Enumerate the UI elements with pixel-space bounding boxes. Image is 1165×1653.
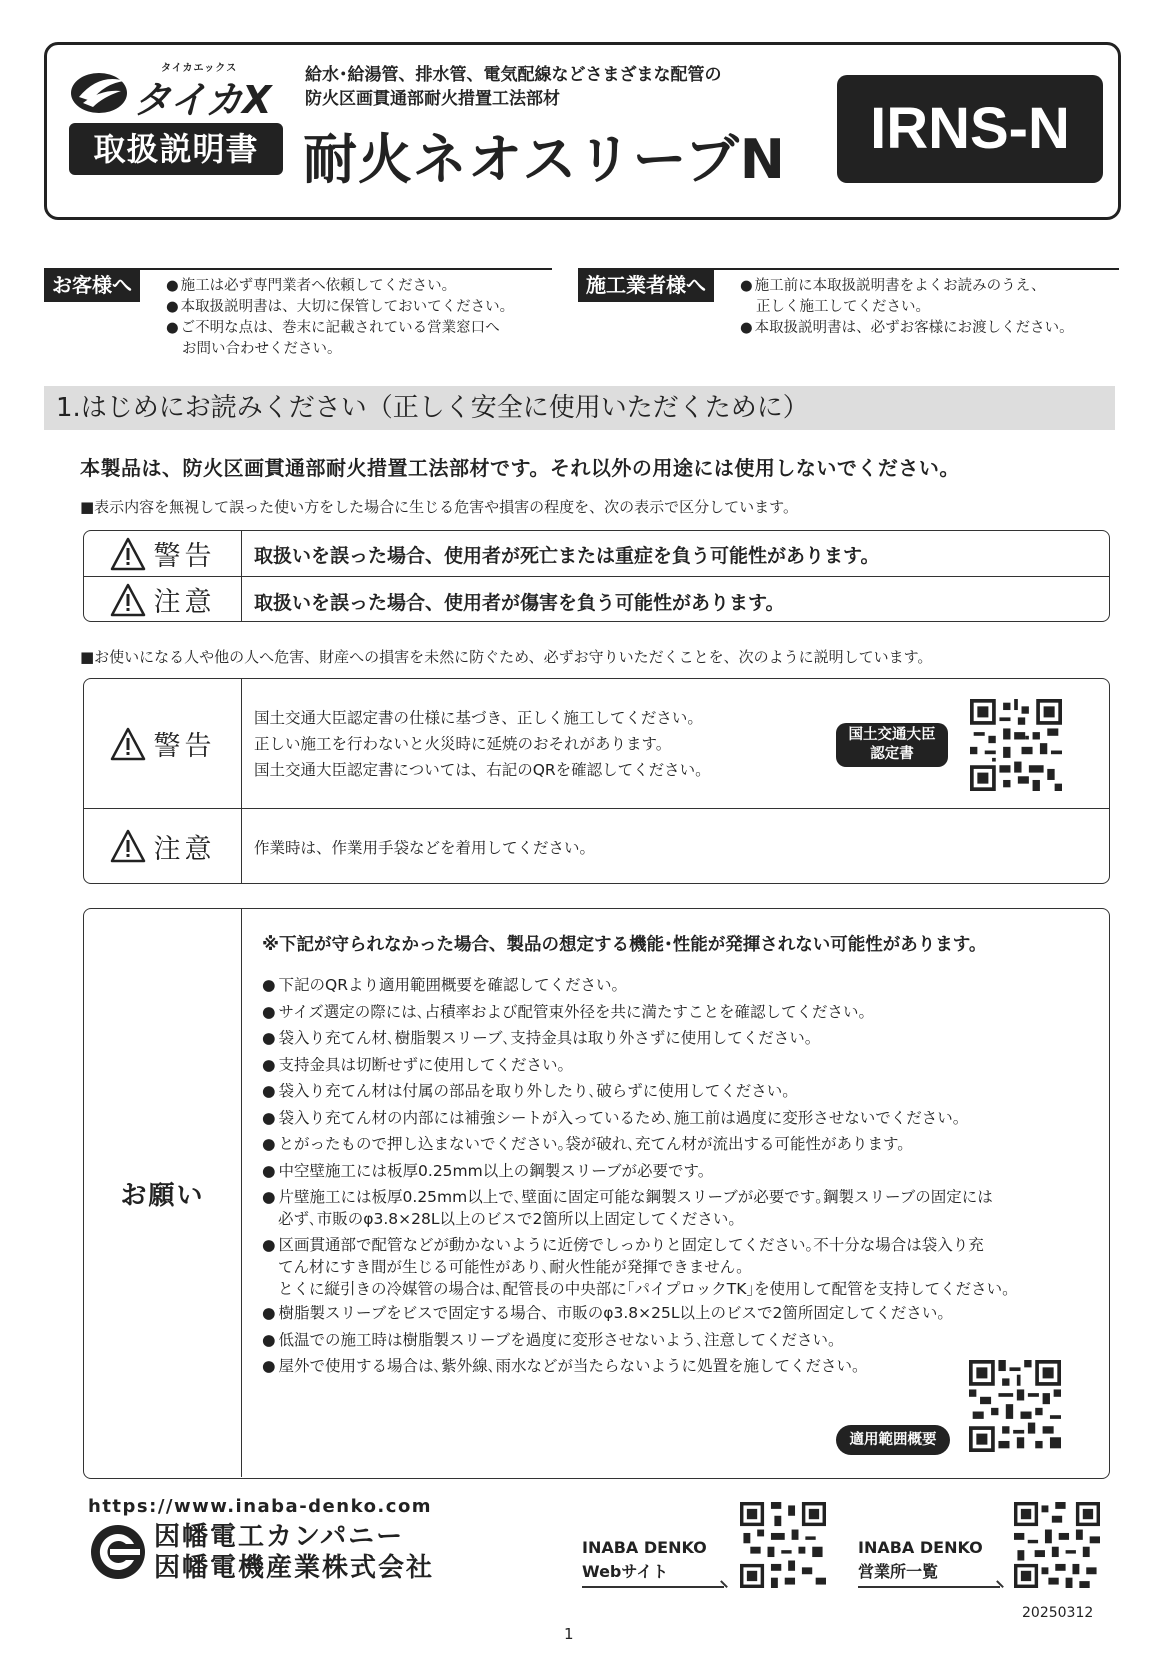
header-box [44, 42, 1121, 220]
list-item: ● 低温での施工時は樹脂製スリーブを過度に変形させないよう､注意してください。 [262, 1327, 1018, 1354]
warning-label-cell [84, 679, 242, 808]
web-site-line: Webサイト [582, 1562, 669, 1581]
severity-row-caution [84, 576, 1109, 622]
website-qr-code[interactable] [740, 1502, 826, 1588]
badge-line: 認定書 [870, 746, 914, 762]
requests-label: お願い [120, 1180, 205, 1211]
list-item: ● 下記のQRより適用範囲概要を確認してください。 [262, 972, 1018, 999]
list-item-continuation: 必ず､市販のφ3.8×28L以上のビスで2箇所以上固定してください。 [278, 1210, 744, 1228]
instruction-note: ■お使いになる人や他の人へ危害、財産への損害を未然に防ぐため、必ずお守りいただくことを、次のように説明しています。 [80, 648, 933, 666]
severity-row-warning [84, 531, 1109, 576]
list-item: ● 施工前に本取扱説明書をよくお読みのうえ、 [740, 276, 1074, 297]
severity-note: ■表示内容を無視して誤った使い方をした場合に生じる危害や損害の程度を、次の表示で区分しています。 [80, 498, 798, 516]
caution-label: 注意 [153, 833, 216, 865]
list-item: ● ご不明な点は、巻末に記載されている営業窓口へ [166, 318, 514, 339]
list-item: ● 袋入り充てん材は付属の部品を取り外したり､破らずに使用してください。 [262, 1078, 1018, 1105]
office-list-line: INABA DENKO [858, 1538, 983, 1557]
divider [858, 1586, 1000, 1588]
website-url[interactable]: https://www.inaba-denko.com [88, 1496, 433, 1517]
list-item: ● とがったもので押し込まないでください｡袋が破れ､充てん材が流出する可能性があります。 [262, 1131, 1018, 1158]
continuation-text: お問い合わせください。 [182, 341, 342, 357]
company-mark-icon [88, 1522, 148, 1582]
instruction-line: 国土交通大臣認定書の仕様に基づき、正しく施工してください。 [254, 709, 703, 727]
web-site-link[interactable] [582, 1536, 707, 1584]
installer-notice-tag: 施工業者様へ [578, 268, 714, 302]
divider [44, 268, 552, 270]
brand-name: タイカX [133, 78, 271, 122]
office-list-qr-code[interactable] [1014, 1502, 1100, 1588]
instruction-row-caution [84, 808, 1109, 883]
company-names [154, 1522, 434, 1584]
caution-description: 取扱いを誤った場合、使用者が傷害を負う可能性があります。 [254, 592, 785, 614]
instruction-table [83, 678, 1110, 884]
list-item-continuation [166, 339, 514, 360]
scope-qr-badge: 適用範囲概要 [836, 1425, 950, 1455]
model-number: IRNS-N [837, 75, 1103, 183]
document-type-badge: 取扱説明書 [69, 123, 283, 175]
section-heading: 1.はじめにお読みください（正しく安全に使用いただくために） [44, 386, 1115, 430]
list-item-continuation: てん材にすき間が生じる可能性があり､耐火性能が発揮できません。 [278, 1258, 752, 1276]
caution-instruction: 作業時は、作業用手袋などを着用してください。 [254, 839, 596, 857]
warning-triangle-icon [110, 537, 146, 571]
subtitle-line: 防火区画貫通部耐火措置工法部材 [305, 89, 560, 109]
instruction-line: 正しい施工を行わないと火災時に延焼のおそれがあります。 [254, 735, 672, 753]
office-list-link[interactable] [858, 1536, 983, 1584]
warning-label: 警告 [153, 541, 216, 572]
list-item [262, 1230, 1018, 1300]
lead-statement: 本製品は、防火区画貫通部耐火措置工法部材です。それ以外の用途には使用しないでください。 [80, 456, 960, 480]
divider [578, 268, 1119, 270]
continuation-text: 正しく施工してください。 [756, 299, 930, 315]
badge-line: 国土交通大臣 [848, 727, 936, 743]
caution-triangle-icon [110, 583, 146, 617]
brand-ruby: タイカエックス [161, 63, 238, 74]
list-item-text: 区画貫通部で配管などが動かないように近傍でしっかりと固定してください｡不十分な場合は袋入り充 [278, 1236, 984, 1254]
warning-triangle-icon [110, 727, 146, 761]
product-subtitle [305, 63, 722, 111]
list-item: ● 中空壁施工には板厚0.25mm以上の鋼製スリーブが必要です。 [262, 1158, 1018, 1185]
caution-label: 注意 [153, 587, 216, 618]
installer-notice-list [740, 276, 1074, 339]
certification-qr-badge [836, 723, 948, 767]
web-site-line: INABA DENKO [582, 1538, 707, 1557]
severity-table [83, 530, 1110, 622]
list-item: ● 本取扱説明書は、必ずお客様にお渡しください。 [740, 318, 1074, 339]
warning-description: 取扱いを誤った場合、使用者が死亡または重症を負う可能性があります。 [254, 545, 880, 567]
scope-qr-code[interactable] [969, 1360, 1061, 1452]
warning-instructions [254, 705, 711, 783]
customer-notice-list [166, 276, 514, 360]
list-item: ● 袋入り充てん材の内部には補強シートが入っているため､施工前は過度に変形させないでください。 [262, 1105, 1018, 1132]
list-item-continuation [740, 297, 1074, 318]
list-item [262, 1184, 1018, 1230]
list-item-text: 片壁施工には板厚0.25mm以上で､壁面に固定可能な鋼製スリーブが必要です｡鋼製スリーブの固定には [278, 1188, 993, 1206]
instruction-line: 国土交通大臣認定書については、右記のQRを確認してください。 [254, 761, 711, 779]
brand-mark-icon [69, 67, 133, 115]
caution-triangle-icon [110, 829, 146, 863]
company-division: 因幡電工カンパニー [154, 1522, 405, 1552]
caution-label-cell [84, 577, 242, 622]
list-item: ● サイズ選定の際には､占積率および配管束外径を共に満たすことを確認してください。 [262, 999, 1018, 1026]
company-logo [88, 1522, 458, 1584]
office-list-line: 営業所一覧 [858, 1562, 939, 1581]
requests-heading: ※下記が守られなかった場合、製品の想定する機能･性能が発揮されない可能性があります。 [262, 935, 987, 955]
list-item: ● 支持金具は切断せずに使用してください。 [262, 1052, 1018, 1079]
list-item: ● 施工は必ず専門業者へ依頼してください。 [166, 276, 514, 297]
brand-logo [69, 59, 279, 121]
instruction-row-warning [84, 679, 1109, 808]
list-item-continuation: とくに縦引きの冷媒管の場合は､配管長の中央部に｢パイプロックTK｣を使用して配管を支持してください。 [278, 1280, 1018, 1298]
certification-qr-code[interactable] [970, 699, 1062, 791]
list-item: ● 本取扱説明書は、大切に保管しておいてください。 [166, 297, 514, 318]
company-name: 因幡電機産業株式会社 [154, 1553, 435, 1583]
divider [582, 1586, 724, 1588]
caution-label-cell [84, 809, 242, 883]
warning-label-cell [84, 531, 242, 576]
revision-date: 20250312 [1022, 1605, 1094, 1621]
requests-list [262, 972, 1018, 1380]
requests-label-cell [84, 909, 242, 1477]
product-name: 耐火ネオスリーブN [303, 128, 786, 191]
list-item: ● 袋入り充てん材､樹脂製スリーブ､支持金具は取り外さずに使用してください。 [262, 1025, 1018, 1052]
page-number: 1 [564, 1625, 574, 1643]
list-item: ● 屋外で使用する場合は､紫外線､雨水などが当たらないように処置を施してください。 [262, 1353, 1018, 1380]
customer-notice-tag: お客様へ [44, 268, 140, 302]
list-item: ● 樹脂製スリーブをビスで固定する場合、市販のφ3.8×25L以上のビスで2箇所固定してください。 [262, 1300, 1018, 1327]
warning-label: 警告 [153, 731, 216, 762]
subtitle-line: 給水･給湯管、排水管、電気配線などさまざまな配管の [305, 65, 722, 85]
